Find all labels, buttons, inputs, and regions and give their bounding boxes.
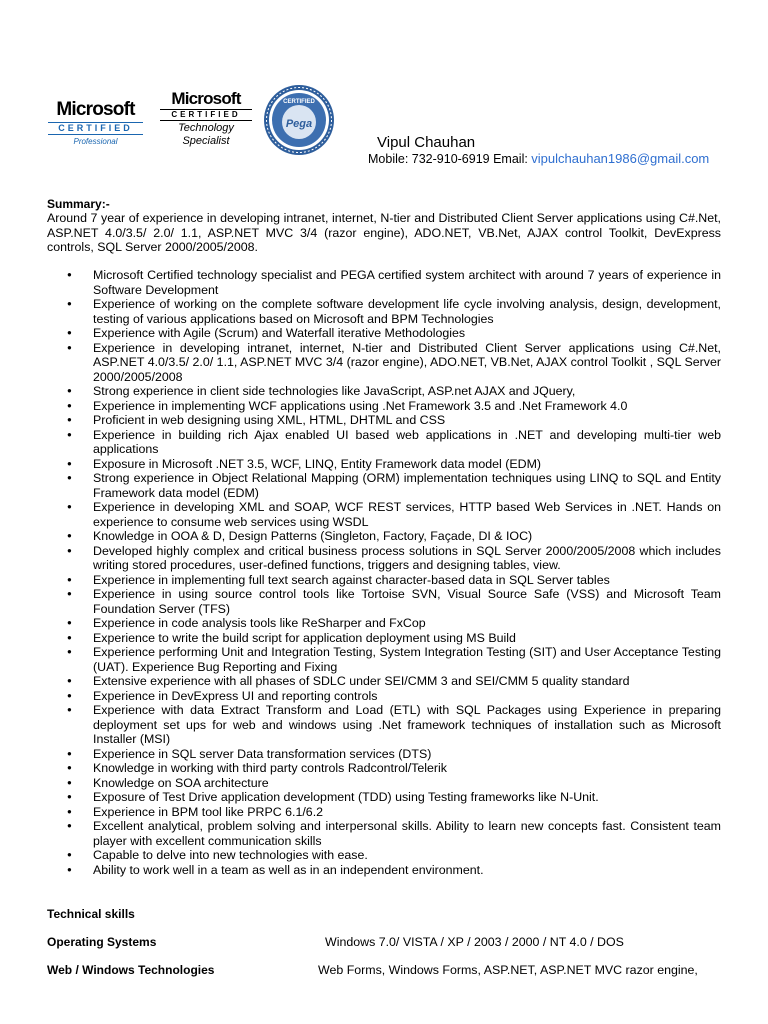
list-item: ● Capable to delve into new technologies with ease.	[47, 848, 721, 863]
microsoft-certified-professional-logo	[48, 100, 143, 146]
list-item: ● Experience in implementing WCF applications using .Net Framework 3.5 and .Net Framework 4.0	[47, 399, 721, 414]
list-item: ● Strong experience in client side technologies like JavaScript, ASP.net AJAX and JQuery,	[47, 384, 721, 399]
list-item: ● Experience performing Unit and Integration Testing, System Integration Testing (SIT) and User Acceptance Testing (UAT). Experience Bug Reporting and Fixing	[47, 645, 721, 674]
list-item: ● Microsoft Certified technology specialist and PEGA certified system architect with around 7 years of experience in Software Development	[47, 268, 721, 297]
list-item: ● Experience in developing intranet, internet, N-tier and Distributed Client Server applications using C#.Net, ASP.NET 4.0/3.5/ 2.0/ 1.1, ASP.NET MVC 3/4 (razor engine), ADO.NET, VB.Net, AJAX control Toolkit , SQL Server 2000/2005/2008	[47, 341, 721, 385]
contact-prefix: Mobile: 732-910-6919 Email:	[368, 152, 532, 166]
list-item: ● Experience in implementing full text search against character-based data in SQL Server tables	[47, 573, 721, 588]
experience-bullet-list	[47, 268, 721, 877]
logo-brand: Microsoft	[56, 99, 135, 120]
list-item: ● Experience in using source control tools like Tortoise SVN, Visual Source Safe (VSS) and Microsoft Team Foundation Server (TFS)	[47, 587, 721, 616]
list-item: ● Experience in BPM tool like PRPC 6.1/6.2	[47, 805, 721, 820]
list-item: ● Extensive experience with all phases of SDLC under SEI/CMM 3 and SEI/CMM 5 quality standard	[47, 674, 721, 689]
logo-sub-line1: Technology	[178, 122, 234, 134]
list-item: ● Exposure in Microsoft .NET 3.5, WCF, LINQ, Entity Framework data model (EDM)	[47, 457, 721, 472]
skill-value-web-windows: Web Forms, Windows Forms, ASP.NET, ASP.NET MVC razor engine,	[318, 963, 698, 977]
logo-sub: Professional	[73, 137, 118, 146]
contact-line	[368, 151, 709, 166]
logo-sub-line2: Specialist	[182, 135, 230, 147]
pega-seal-icon	[262, 83, 336, 157]
list-item: ● Knowledge on SOA architecture	[47, 776, 721, 791]
candidate-name: Vipul Chauhan	[377, 134, 476, 151]
list-item: ● Excellent analytical, problem solving and interpersonal skills. Ability to learn new concepts fast. Consistent team player with excellent communication skills	[47, 819, 721, 848]
microsoft-certified-technology-specialist-logo	[160, 90, 252, 147]
list-item: ● Experience of working on the complete software development life cycle involving analysis, design, development, testing of various applications based on Microsoft and BPM Technologies	[47, 297, 721, 326]
summary-heading: Summary:-	[47, 197, 110, 211]
list-item: ● Experience in building rich Ajax enabled UI based web applications in .NET and developing multi-tier web applications	[47, 428, 721, 457]
list-item: ● Developed highly complex and critical business process solutions in SQL Server 2000/2005/2008 which includes writing stored procedures, user-defined functions, triggers and designing tables, view.	[47, 544, 721, 573]
list-item: ● Knowledge in working with third party controls Radcontrol/Telerik	[47, 761, 721, 776]
list-item: ● Experience with data Extract Transform and Load (ETL) with SQL Packages using Experience in preparing deployment set ups for web and windows using .Net framework techniques of installation such as Microsoft Installer (MSI)	[47, 703, 721, 747]
pega-seal-top-text: CERTIFIED	[283, 99, 315, 105]
email-link[interactable]: vipulchauhan1986@gmail.com	[531, 151, 710, 166]
skill-value-operating-systems: Windows 7.0/ VISTA / XP / 2003 / 2000 / NT 4.0 / DOS	[325, 935, 624, 949]
logo-cert: CERTIFIED	[48, 122, 143, 135]
list-item: ● Experience to write the build script for application deployment using MS Build	[47, 631, 721, 646]
list-item: ● Strong experience in Object Relational Mapping (ORM) implementation techniques using LINQ to SQL and Entity Framework data model (EDM)	[47, 471, 721, 500]
pega-certified-seal	[262, 83, 336, 157]
list-item: ● Knowledge in OOA & D, Design Patterns (Singleton, Factory, Façade, DI & IOC)	[47, 529, 721, 544]
skill-label-operating-systems: Operating Systems	[47, 935, 157, 949]
logo-cert: CERTIFIED	[160, 109, 252, 121]
list-item: ● Experience in DevExpress UI and reporting controls	[47, 689, 721, 704]
skill-label-web-windows: Web / Windows Technologies	[47, 963, 215, 977]
list-item: ● Proficient in web designing using XML, HTML, DHTML and CSS	[47, 413, 721, 428]
technical-skills-heading: Technical skills	[47, 907, 135, 921]
list-item: ● Experience with Agile (Scrum) and Waterfall iterative Methodologies	[47, 326, 721, 341]
list-item: ● Experience in code analysis tools like ReSharper and FxCop	[47, 616, 721, 631]
list-item: ● Ability to work well in a team as well as in an independent environment.	[47, 863, 721, 878]
list-item: ● Experience in developing XML and SOAP, WCF REST services, HTTP based Web Services in .NET. Hands on experience to consume web services using WSDL	[47, 500, 721, 529]
pega-seal-center-text: Pega	[285, 118, 313, 130]
list-item: ● Exposure of Test Drive application development (TDD) using Testing frameworks like N-Unit.	[47, 790, 721, 805]
list-item: ● Experience in SQL server Data transformation services (DTS)	[47, 747, 721, 762]
logo-brand: Microsoft	[171, 89, 241, 108]
summary-text: Around 7 year of experience in developing intranet, internet, N-tier and Distributed Client Server applications using C#.Net, ASP.NET 4.0/3.5/ 2.0/ 1.1, ASP.NET MVC 3/4 (razor engine), ADO.NET, VB.Net, AJAX control Toolkit, DevExpress controls, SQL Server 2000/2005/2008.	[47, 211, 721, 254]
